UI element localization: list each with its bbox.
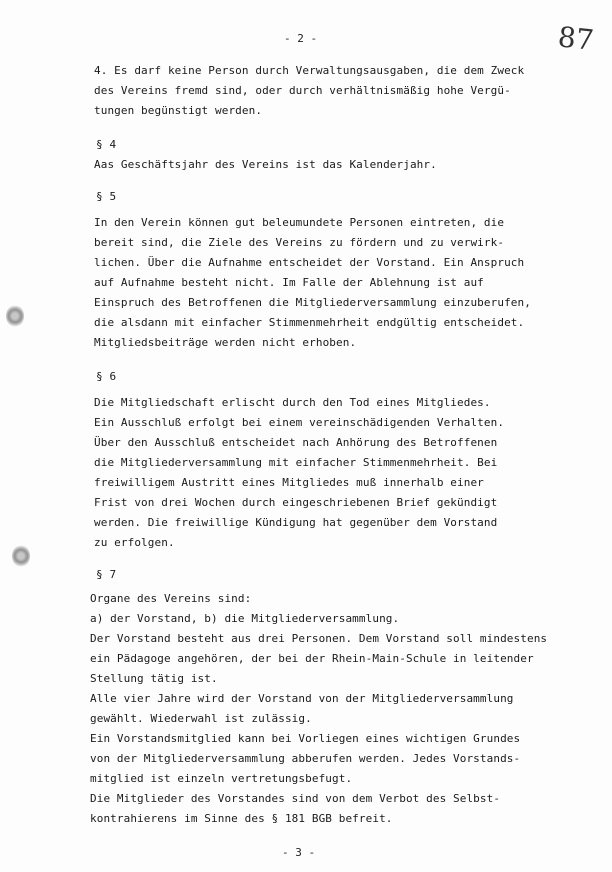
- handwritten-page-annotation: 87: [556, 20, 596, 57]
- text-line: In den Verein können gut beleumundete Personen eintreten, die: [94, 216, 505, 229]
- text-line: Ein Ausschluß erfolgt bei einem vereinschädigenden Verhalten.: [94, 416, 505, 429]
- punch-hole-mark: [6, 305, 24, 327]
- text-line: die Mitgliederversammlung mit einfacher Stimmenmehrheit. Bei: [94, 456, 498, 469]
- text-line: Die Mitgliedschaft erlischt durch den Tod eines Mitgliedes.: [94, 396, 491, 409]
- text-line: gewählt. Wiederwahl ist zulässig.: [90, 712, 312, 725]
- text-line: die alsdann mit einfacher Stimmenmehrheit endgültig entscheidet.: [94, 316, 525, 329]
- text-line: kontrahierens im Sinne des § 181 BGB befreit.: [90, 812, 393, 825]
- text-line: mitglied ist einzeln vertretungsbefugt.: [90, 772, 353, 785]
- text-line: von der Mitgliederversammlung abberufen werden. Jedes Vorstands-: [90, 752, 521, 765]
- text-line: a) der Vorstand, b) die Mitgliederversammlung.: [90, 612, 400, 625]
- text-line: Ein Vorstandsmitglied kann bei Vorliegen eines wichtigen Grundes: [90, 732, 521, 745]
- text-line: § 4: [96, 138, 117, 151]
- text-line: auf Aufnahme besteht nicht. Im Falle der Ablehnung ist auf: [94, 276, 484, 289]
- text-line: Alle vier Jahre wird der Vorstand von der Mitgliederversammlung: [90, 692, 514, 705]
- text-line: Mitgliedsbeiträge werden nicht erhoben.: [94, 336, 357, 349]
- text-line: Stellung tätig ist.: [90, 672, 218, 685]
- text-line: § 6: [96, 370, 117, 383]
- text-line: Über den Ausschluß entscheidet nach Anhörung des Betroffenen: [94, 436, 498, 449]
- text-line: zu erfolgen.: [94, 536, 175, 549]
- text-line: 4. Es darf keine Person durch Verwaltungsausgaben, die dem Zweck: [94, 64, 525, 77]
- text-line: Aas Geschäftsjahr des Vereins ist das Kalenderjahr.: [94, 158, 437, 171]
- text-line: Organe des Vereins sind:: [90, 592, 252, 605]
- page-number-top: - 2 -: [284, 32, 318, 45]
- text-line: werden. Die freiwillige Kündigung hat gegenüber dem Vorstand: [94, 516, 498, 529]
- text-line: § 5: [96, 190, 117, 203]
- text-line: Einspruch des Betroffenen die Mitgliederversammlung einzuberufen,: [94, 296, 531, 309]
- text-line: ein Pädagoge angehören, der bei der Rhein-Main-Schule in leitender: [90, 652, 534, 665]
- text-line: des Vereins fremd sind, oder durch verhältnismäßig hohe Vergü-: [94, 84, 511, 97]
- text-line: Frist von drei Wochen durch eingeschriebenen Brief gekündigt: [94, 496, 498, 509]
- text-line: tungen begünstigt werden.: [94, 104, 263, 117]
- text-line: Die Mitglieder des Vorstandes sind von dem Verbot des Selbst-: [90, 792, 501, 805]
- text-line: bereit sind, die Ziele des Vereins zu fördern und zu verwirk-: [94, 236, 505, 249]
- text-line: § 7: [96, 568, 117, 581]
- page-number-bottom: - 3 -: [282, 846, 316, 859]
- punch-hole-mark: [12, 545, 30, 567]
- text-line: freiwilligem Austritt eines Mitgliedes muß innerhalb einer: [94, 476, 484, 489]
- text-line: Der Vorstand besteht aus drei Personen. Dem Vorstand soll mindestens: [90, 632, 548, 645]
- text-line: lichen. Über die Aufnahme entscheidet der Vorstand. Ein Anspruch: [94, 256, 525, 269]
